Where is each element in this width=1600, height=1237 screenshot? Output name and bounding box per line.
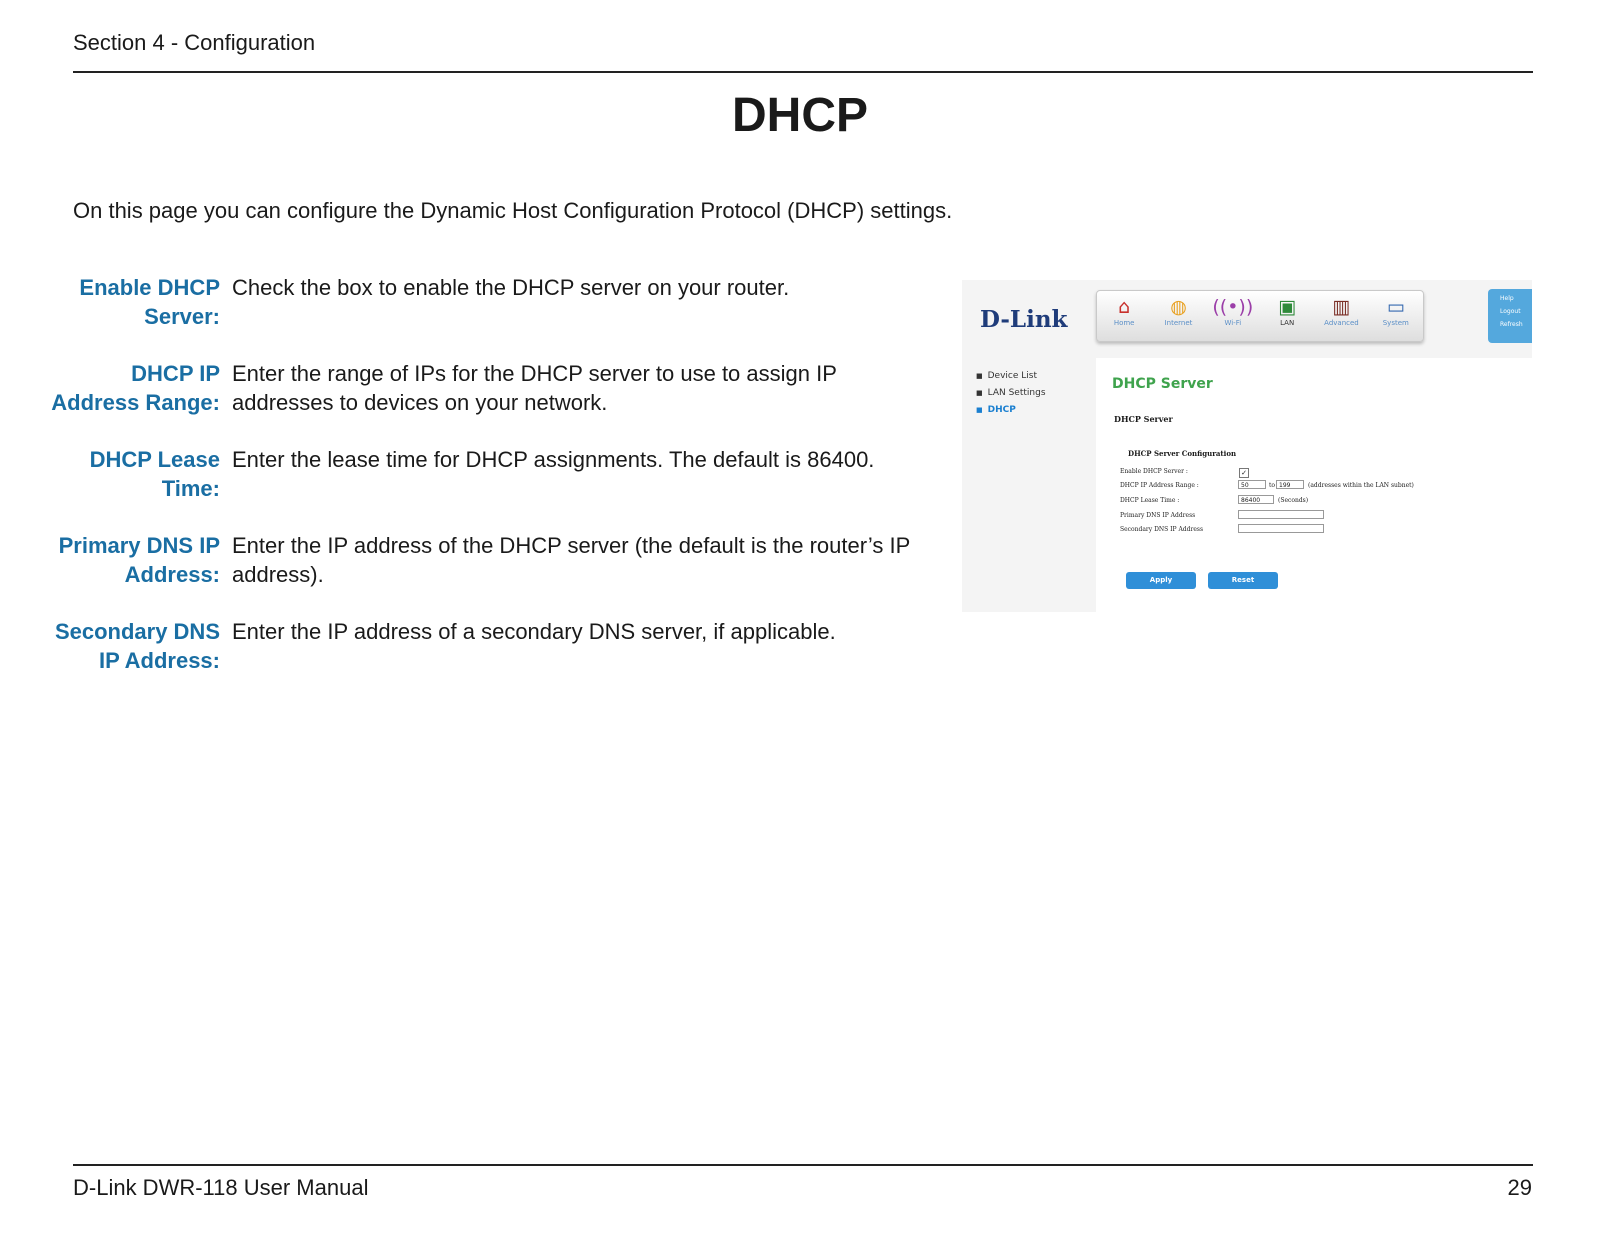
section-label: Section 4 - Configuration bbox=[73, 30, 316, 55]
nav-wifi[interactable] bbox=[1209, 291, 1257, 327]
definition-term: Secondary DNS IP Address: bbox=[54, 619, 220, 673]
definition-ip-range bbox=[40, 359, 910, 417]
range-to-label: to bbox=[1269, 482, 1276, 489]
definition-term: DHCP Lease Time: bbox=[89, 447, 220, 501]
help-link[interactable]: Help bbox=[1500, 295, 1514, 302]
sidebar-label: LAN Settings bbox=[987, 388, 1046, 398]
definition-desc: Enter the lease time for DHCP assignments. The default is 86400. bbox=[232, 447, 875, 472]
reset-button[interactable]: Reset bbox=[1208, 572, 1278, 589]
definition-term: Primary DNS IP Address: bbox=[58, 533, 220, 587]
nav-home[interactable] bbox=[1100, 291, 1148, 327]
lease-time-input[interactable]: 86400 bbox=[1238, 495, 1274, 504]
nav-internet[interactable] bbox=[1154, 291, 1202, 327]
section-title: DHCP Server bbox=[1114, 414, 1173, 424]
dhcp-panel bbox=[1096, 358, 1532, 612]
page-title: DHCP bbox=[731, 89, 868, 142]
bullet-icon: ■ bbox=[976, 389, 983, 397]
nav-lan[interactable] bbox=[1263, 291, 1311, 327]
nav-label: Internet bbox=[1164, 319, 1193, 327]
lease-note: (Seconds) bbox=[1278, 497, 1309, 504]
bullet-icon: ■ bbox=[976, 372, 983, 380]
secondary-dns-input[interactable] bbox=[1238, 524, 1324, 533]
sidebar-item-device-list[interactable] bbox=[976, 368, 1046, 385]
nav-label: Advanced bbox=[1324, 319, 1359, 327]
globe-icon: ◍ bbox=[1170, 296, 1187, 318]
definition-primary-dns bbox=[40, 531, 910, 589]
ip-range-label: DHCP IP Address Range : bbox=[1120, 482, 1199, 489]
definition-list bbox=[40, 273, 910, 703]
dlink-logo: D-Link bbox=[980, 306, 1068, 333]
primary-dns-label: Primary DNS IP Address bbox=[1120, 512, 1196, 519]
refresh-link[interactable]: Refresh bbox=[1500, 321, 1523, 328]
sidebar-item-lan-settings[interactable] bbox=[976, 385, 1046, 402]
definition-term: Enable DHCP Server: bbox=[79, 275, 220, 329]
router-sidebar bbox=[976, 368, 1046, 419]
definition-lease-time bbox=[40, 445, 910, 503]
bullet-icon: ■ bbox=[976, 406, 983, 414]
page-number: 29 bbox=[1507, 1175, 1532, 1200]
primary-dns-input[interactable] bbox=[1238, 510, 1324, 519]
sidebar-label: Device List bbox=[987, 371, 1037, 381]
enable-dhcp-checkbox[interactable]: ✓ bbox=[1239, 468, 1249, 478]
nav-label: Wi-Fi bbox=[1224, 319, 1242, 327]
lease-time-label: DHCP Lease Time : bbox=[1120, 497, 1180, 504]
config-title: DHCP Server Configuration bbox=[1128, 449, 1237, 458]
definition-desc: Enter the IP address of the DHCP server (the default is the router’s IP address). bbox=[232, 533, 910, 587]
range-start-input[interactable]: 50 bbox=[1238, 480, 1266, 489]
definition-desc: Check the box to enable the DHCP server on your router. bbox=[232, 275, 790, 300]
sidebar-label: DHCP bbox=[987, 405, 1016, 415]
sidebar-item-dhcp[interactable] bbox=[976, 402, 1046, 419]
logout-link[interactable]: Logout bbox=[1500, 308, 1521, 315]
nav-label: System bbox=[1382, 319, 1409, 327]
definition-term: DHCP IP Address Range: bbox=[51, 361, 220, 415]
quick-links bbox=[1488, 289, 1532, 343]
tools-icon: ▥ bbox=[1332, 296, 1351, 318]
definition-desc: Enter the range of IPs for the DHCP server to use to assign IP addresses to devices on your network. bbox=[232, 361, 837, 415]
home-icon: ⌂ bbox=[1118, 296, 1131, 318]
definition-enable-dhcp bbox=[40, 273, 910, 331]
definition-secondary-dns bbox=[40, 617, 910, 675]
lan-icon: ▣ bbox=[1278, 296, 1297, 318]
panel-title: DHCP Server bbox=[1112, 376, 1213, 392]
nav-label: LAN bbox=[1280, 319, 1295, 327]
router-ui-screenshot bbox=[962, 280, 1532, 612]
router-navbar bbox=[1096, 290, 1424, 342]
manual-title: D-Link DWR-118 User Manual bbox=[73, 1175, 369, 1200]
monitor-icon: ▭ bbox=[1386, 296, 1405, 318]
nav-advanced[interactable] bbox=[1317, 291, 1365, 327]
definition-desc: Enter the IP address of a secondary DNS server, if applicable. bbox=[232, 619, 836, 644]
header-divider bbox=[73, 71, 1533, 73]
nav-label: Home bbox=[1113, 319, 1135, 327]
range-note: (addresses within the LAN subnet) bbox=[1308, 482, 1414, 489]
enable-dhcp-label: Enable DHCP Server : bbox=[1120, 468, 1188, 475]
apply-button[interactable]: Apply bbox=[1126, 572, 1196, 589]
secondary-dns-label: Secondary DNS IP Address bbox=[1120, 526, 1204, 533]
nav-system[interactable] bbox=[1372, 291, 1420, 327]
wifi-icon: ((•)) bbox=[1212, 296, 1254, 318]
intro-text: On this page you can configure the Dynamic Host Configuration Protocol (DHCP) settings. bbox=[73, 198, 953, 223]
range-end-input[interactable]: 199 bbox=[1276, 480, 1304, 489]
footer-divider bbox=[73, 1164, 1533, 1166]
